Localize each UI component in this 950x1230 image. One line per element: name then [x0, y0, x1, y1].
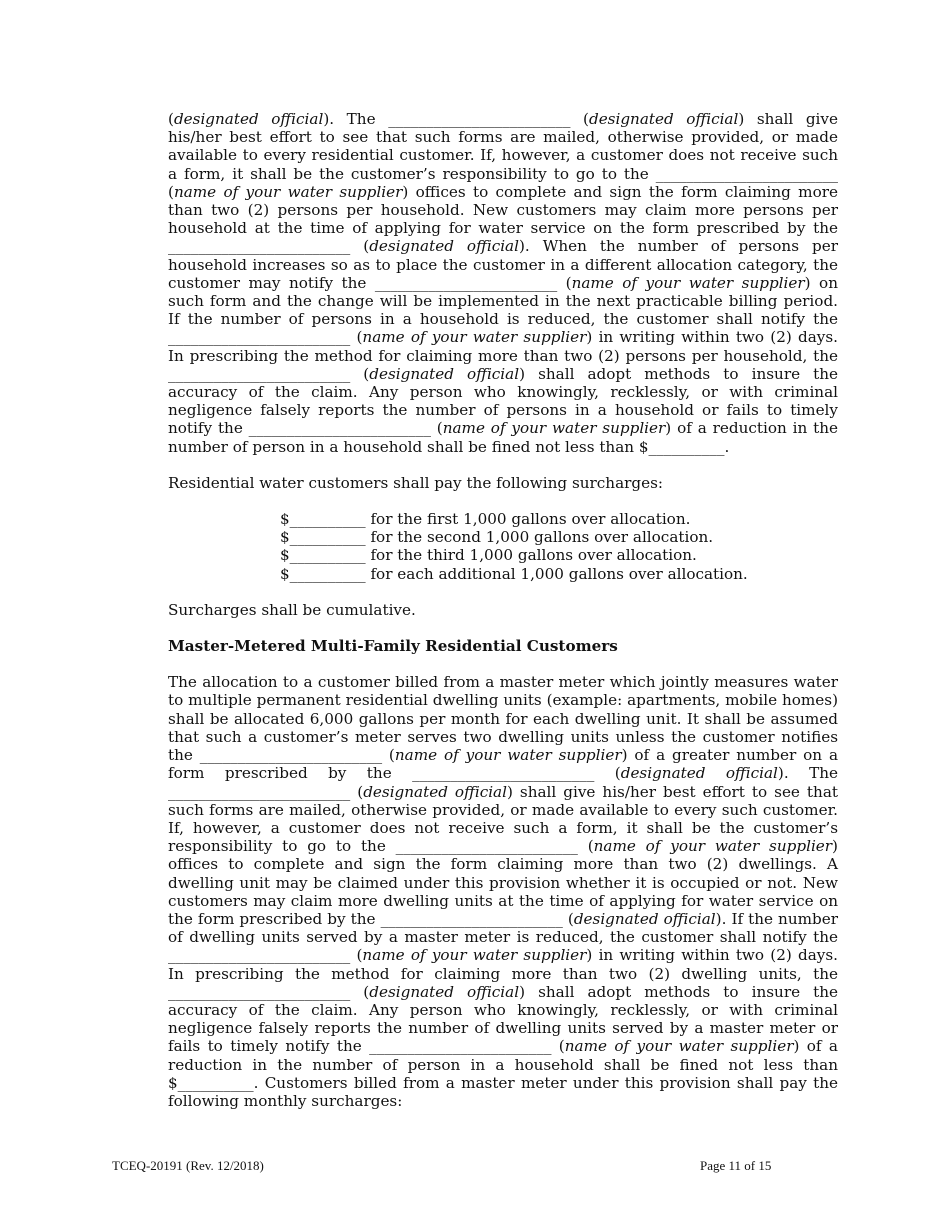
- surcharge-amount-blank: $__________: [280, 564, 366, 583]
- role-designated-official: designated official: [369, 982, 520, 1001]
- surcharge-item: $__________ for the first 1,000 gallons over allocation.: [280, 510, 691, 529]
- blank-field: ________________________: [388, 110, 571, 128]
- role-designated-official: designated official: [369, 364, 520, 383]
- surcharge-list: [280, 510, 838, 583]
- fine-amount-blank: $__________: [168, 1073, 254, 1092]
- document-body: [168, 110, 838, 1110]
- blank-field: ________________________: [655, 164, 838, 183]
- role-water-supplier: name of your water supplier: [173, 182, 403, 201]
- blank-field: ________________________: [168, 982, 351, 1001]
- role-water-supplier: name of your water supplier: [394, 746, 622, 765]
- surcharge-amount-blank: $__________: [280, 528, 366, 547]
- role-designated-official: designated official: [588, 110, 739, 128]
- blank-field: ________________________: [248, 419, 431, 438]
- role-designated-official: designated official: [620, 764, 778, 783]
- blank-field: ________________________: [199, 746, 383, 765]
- role-designated-official: designated official: [369, 237, 519, 256]
- role-water-supplier: name of your water supplier: [362, 946, 587, 965]
- role-designated-official: designated official: [173, 110, 324, 128]
- surcharge-item: $__________ for each additional 1,000 gallons over allocation.: [280, 564, 748, 583]
- blank-field: ________________________: [168, 782, 351, 801]
- surcharge-intro: Residential water customers shall pay the following surcharges:: [168, 473, 664, 492]
- role-water-supplier: name of your water supplier: [564, 1037, 794, 1056]
- blank-field: ________________________: [168, 237, 351, 256]
- page-number: Page 11 of 15: [700, 1158, 772, 1173]
- fine-amount-blank: $__________: [638, 437, 725, 456]
- persons-per-household-paragraph: (designated official). The ________________________ (designated official) shall give his/her best effort to see that such forms are mailed, otherwise provided, or made available to every residential customer. If, however, a customer does not receive such a form, it shall be the customer’s responsibility to go to the ________________________ (name of your water supplier) offices to complete and sign the form claiming more than two (2) persons per household. New customers may claim more persons per household at the time of applying for water service on the form prescribed by the ________________________ (designated official). When the number of persons per household increases so as to place the customer in a different allocation category, the customer may notify the ________________________ (name of your water supplier) on such form and the change will be implemented in the next practicable billing period. If the number of persons in a household is reduced, the customer shall notify the ________________________ (name of your water supplier) in writing within two (2) days. In prescribing the method for claiming more than two (2) persons per household, the ________________________ (designated official) shall adopt methods to insure the accuracy of the claim. Any person who knowingly, recklessly, or with criminal negligence falsely reports the number of persons in a household or fails to timely notify the ________________________ (name of your water supplier) of a reduction in the number of person in a household shall be fined not less than $__________.: [168, 110, 838, 456]
- blank-field: ________________________: [369, 1037, 552, 1056]
- form-id: TCEQ-20191 (Rev. 12/2018): [112, 1158, 264, 1173]
- surcharge-item: $__________ for the second 1,000 gallons over allocation.: [280, 528, 714, 547]
- role-water-supplier: name of your water supplier: [362, 328, 587, 347]
- blank-field: ________________________: [168, 364, 351, 383]
- blank-field: ________________________: [412, 764, 595, 783]
- section-heading: Master-Metered Multi-Family Residential Customers: [168, 637, 618, 656]
- role-water-supplier: name of your water supplier: [442, 419, 666, 438]
- blank-field: ________________________: [380, 909, 563, 928]
- blank-field: ________________________: [395, 837, 578, 856]
- role-designated-official: designated official: [363, 782, 507, 801]
- surcharge-amount-blank: $__________: [280, 510, 366, 529]
- role-water-supplier: name of your water supplier: [593, 837, 833, 856]
- role-water-supplier: name of your water supplier: [571, 273, 805, 292]
- role-designated-official: designated official: [573, 909, 716, 928]
- blank-field: ________________________: [168, 328, 351, 347]
- blank-field: ________________________: [374, 273, 558, 292]
- surcharge-item: $__________ for the third 1,000 gallons over allocation.: [280, 546, 697, 565]
- cumulative-note: Surcharges shall be cumulative.: [168, 600, 416, 619]
- blank-field: ________________________: [168, 946, 351, 965]
- master-meter-paragraph: The allocation to a customer billed from a master meter which jointly measures water to multiple permanent residential dwelling units (example: apartments, mobile homes) shall be allocated 6,000 gallons per month for each dwelling unit. It shall be assumed that such a customer’s meter serves two dwelling units unless the customer notifies the ________________________ (name of your water supplier) of a greater number on a form prescribed by the ________________________ (designated official). The ________________________ (designated official) shall give his/her best effort to see that such forms are mailed, otherwise provided, or made available to every such customer. If, however, a customer does not receive such a form, it shall be the customer’s responsibility to go to the ________________________ (name of your water supplier) offices to complete and sign the form claiming more than two (2) dwellings. A dwelling unit may be claimed under this provision whether it is occupied or not. New customers may claim more dwelling units at the time of applying for water service on the form prescribed by the ________________________ (designated official). If the number of dwelling units served by a master meter is reduced, the customer shall notify the ________________________ (name of your water supplier) in writing within two (2) days. In prescribing the method for claiming more than two (2) dwelling units, the ________________________ (designated official) shall adopt methods to insure the accuracy of the claim. Any person who knowingly, recklessly, or with criminal negligence falsely reports the number of dwelling units served by a master meter or fails to timely notify the ________________________ (name of your water supplier) of a reduction in the number of person in a household shall be fined not less than $__________. Customers billed from a master meter under this provision shall pay the following monthly surcharges:: [168, 673, 838, 1110]
- surcharge-amount-blank: $__________: [280, 546, 366, 565]
